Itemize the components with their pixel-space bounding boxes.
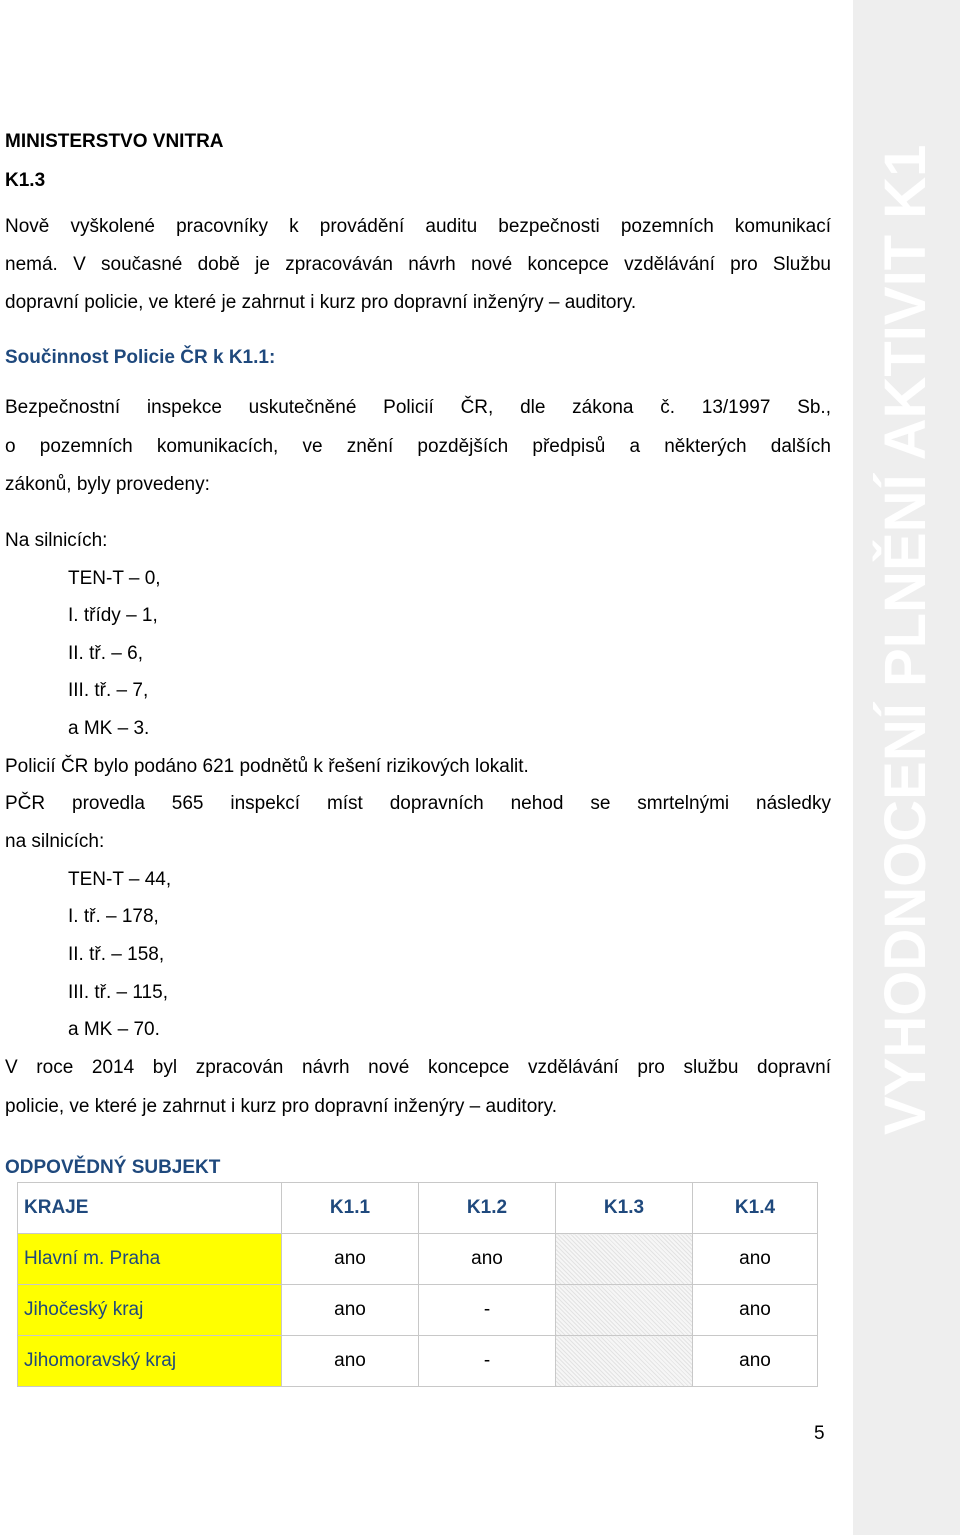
- table-row: [18, 1285, 818, 1336]
- value-cell: ano: [693, 1234, 818, 1285]
- accidents-item: a MK – 70.: [68, 1019, 160, 1040]
- value-cell: ano: [693, 1336, 818, 1387]
- accidents-item: I. tř. – 178,: [68, 906, 159, 927]
- accidents-line-1: PČR provedla 565 inspekcí míst dopravních nehod se smrtelnými následky: [5, 793, 831, 814]
- inspection-line-2: o pozemních komunikacích, ve znění pozdějších předpisů a některých dalších: [5, 436, 831, 457]
- roads-item: II. tř. – 6,: [68, 643, 143, 664]
- value-cell: -: [419, 1336, 556, 1387]
- intro-line-1: Nově vyškolené pracovníky k provádění auditu bezpečnosti pozemních komunikací: [5, 216, 831, 237]
- region-cell: Jihomoravský kraj: [18, 1336, 282, 1387]
- roads-intro: Na silnicích:: [5, 530, 108, 551]
- section-code: K1.3: [5, 170, 46, 191]
- header-cell: K1.3: [556, 1183, 693, 1234]
- intro-line-2: nemá. V současné době je zpracováván návrh nové koncepce vzdělávání pro Službu: [5, 254, 831, 275]
- roads-item: III. tř. – 7,: [68, 680, 149, 701]
- hatched-cell: [556, 1336, 693, 1387]
- value-cell: ano: [282, 1336, 419, 1387]
- hatched-cell: [556, 1285, 693, 1336]
- roads-item: TEN-T – 0,: [68, 568, 161, 589]
- roads-item: a MK – 3.: [68, 718, 150, 739]
- concept-line-2: policie, ve které je zahrnut i kurz pro dopravní inženýry – auditory.: [5, 1096, 557, 1117]
- region-cell: Jihočeský kraj: [18, 1285, 282, 1336]
- header-cell: K1.4: [693, 1183, 818, 1234]
- table-row: [18, 1336, 818, 1387]
- table-row: [18, 1234, 818, 1285]
- value-cell: ano: [693, 1285, 818, 1336]
- value-cell: ano: [282, 1234, 419, 1285]
- page-number: 5: [814, 1423, 825, 1444]
- responsible-title: ODPOVĚDNÝ SUBJEKT: [5, 1157, 221, 1178]
- header-cell: KRAJE: [18, 1183, 282, 1234]
- hatched-cell: [556, 1234, 693, 1285]
- header-cell: K1.1: [282, 1183, 419, 1234]
- ministry-heading: MINISTERSTVO VNITRA: [5, 131, 224, 152]
- inspection-line-1: Bezpečnostní inspekce uskutečněné Policií ČR, dle zákona č. 13/1997 Sb.,: [5, 397, 831, 418]
- cooperation-title: Součinnost Policie ČR k K1.1:: [5, 347, 276, 368]
- accidents-item: TEN-T – 44,: [68, 869, 172, 890]
- responsible-table: [17, 1182, 818, 1387]
- accidents-item: III. tř. – 115,: [68, 982, 168, 1003]
- table-header-row: [18, 1183, 818, 1234]
- sidebar-title: VYHODNOCENÍ PLNĚNÍ AKTIVIT K1: [873, 144, 938, 1135]
- value-cell: -: [419, 1285, 556, 1336]
- region-cell: Hlavní m. Praha: [18, 1234, 282, 1285]
- concept-line-1: V roce 2014 byl zpracován návrh nové koncepce vzdělávání pro službu dopravní: [5, 1057, 831, 1078]
- suggestions-line: Policií ČR bylo podáno 621 podnětů k řešení rizikových lokalit.: [5, 756, 529, 777]
- header-cell: K1.2: [419, 1183, 556, 1234]
- accidents-item: II. tř. – 158,: [68, 944, 165, 965]
- roads-item: I. třídy – 1,: [68, 605, 158, 626]
- value-cell: ano: [282, 1285, 419, 1336]
- value-cell: ano: [419, 1234, 556, 1285]
- inspection-line-3: zákonů, byly provedeny:: [5, 474, 210, 495]
- accidents-line-2: na silnicích:: [5, 831, 105, 852]
- intro-line-3: dopravní policie, ve které je zahrnut i kurz pro dopravní inženýry – auditory.: [5, 292, 637, 313]
